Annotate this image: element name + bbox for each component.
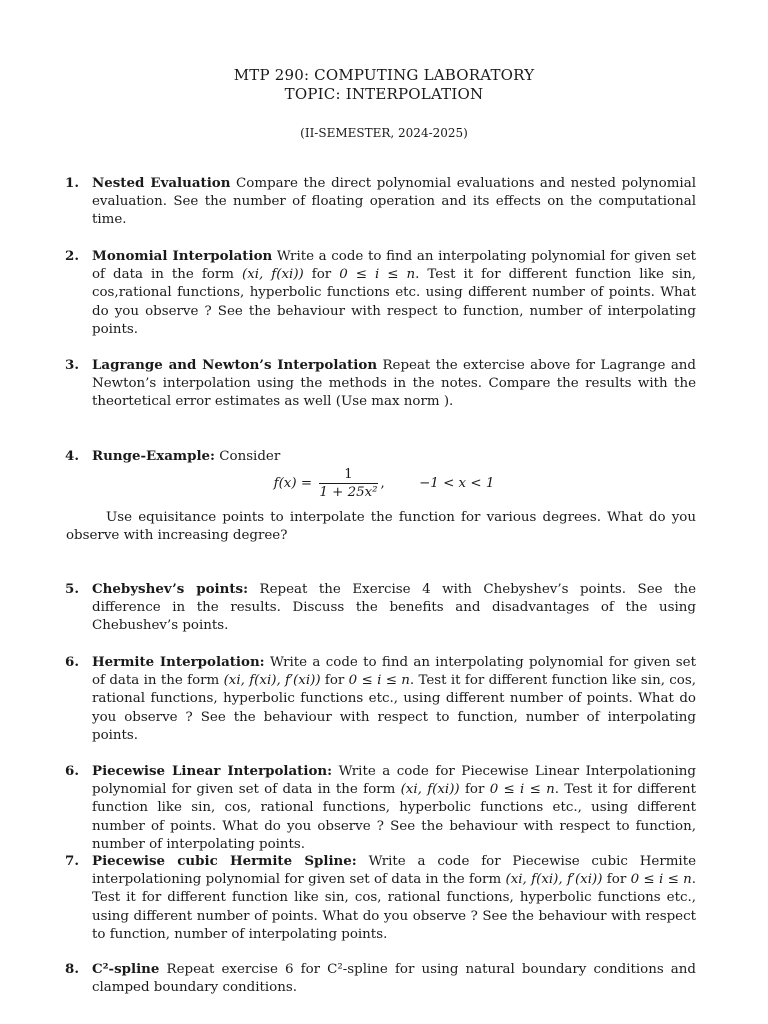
exercise-number: 7. xyxy=(65,853,79,869)
exercise-title: C²-spline xyxy=(92,961,160,977)
formula-denominator: 1 + 25x² xyxy=(319,485,378,500)
exercise-2 xyxy=(65,247,697,339)
exercise-body: Repeat exercise 6 for C²-spline for using natural boundary conditions and clamped boundary conditions. xyxy=(92,962,696,996)
math-expression: 0 ≤ i ≤ n xyxy=(630,872,692,888)
formula-range: −1 < x < 1 xyxy=(419,476,495,491)
course-title: MTP 290: COMPUTING LABORATORY xyxy=(233,66,535,84)
exercise-title: Monomial Interpolation xyxy=(92,248,273,264)
exercise-body: Write a code for Piecewise cubic Hermite interpolationing polynomial for given set of data in the form xyxy=(92,854,697,888)
exercise-6-piecewise-linear xyxy=(65,762,696,854)
exercise-number: 4. xyxy=(65,448,79,464)
exercise-title: Piecewise Linear Interpolation: xyxy=(92,763,333,779)
math-expression: 0 ≤ i ≤ n xyxy=(339,267,416,283)
exercise-title: Chebyshev’s points: xyxy=(92,581,249,597)
exercise-body: Write a code for Piecewise Linear Interpolationing polynomial for given set of data in the form xyxy=(92,764,696,798)
formula-lhs: f(x) = xyxy=(273,476,313,491)
exercise-number: 5. xyxy=(65,581,79,597)
exercise-4 xyxy=(65,447,696,466)
exercise-3 xyxy=(65,356,696,412)
exercise-number: 1. xyxy=(65,175,79,191)
exercise-title: Lagrange and Newton’s Interpolation xyxy=(92,357,378,373)
topic-title: TOPIC: INTERPOLATION xyxy=(284,85,484,103)
exercise-body: Repeat the extercise above for Lagrange and Newton’s interpolation using the methods in the notes. Compare the results with the theortetical error estimates as well (Use max norm ). xyxy=(92,358,696,410)
exercise-title: Nested Evaluation xyxy=(92,175,231,191)
exercise-body: . Test it for different function like sin, cos, rational functions, hyperbolic functions etc., using different number of points. What do you observe ? See the behaviour with respect to function, number of interpolating points. xyxy=(92,872,697,942)
formula-fraction xyxy=(319,466,377,501)
exercise-7 xyxy=(65,852,697,944)
math-expression: (xi, f(xi)) xyxy=(241,267,304,283)
exercise-number: 2. xyxy=(65,248,79,264)
exercise-body: for xyxy=(459,782,490,798)
math-expression: 0 ≤ i ≤ n xyxy=(489,782,555,798)
exercise-1 xyxy=(65,174,696,230)
exercise-body: . Test it for different function like sin, cos, rational functions, hyperbolic functions etc., using different number of points. What do you observe ? See the behaviour with respect to function, number of interpolating points. xyxy=(92,673,696,743)
formula-numerator: 1 xyxy=(319,466,377,484)
exercise-number: 6. xyxy=(65,763,79,779)
exercise-body: Write a code to find an interpolating polynomial for given set of data in the form xyxy=(92,655,696,689)
exercise-title: Runge-Example: xyxy=(92,448,215,464)
exercise-8 xyxy=(65,960,696,997)
exercise-body: for xyxy=(602,872,631,888)
exercise-body: for xyxy=(303,267,340,283)
exercise-5 xyxy=(65,580,696,636)
math-expression: 0 ≤ i ≤ n xyxy=(348,673,410,689)
exercise-6-hermite xyxy=(65,653,696,745)
exercise-body: Write a code to find an interpolating polynomial for given set of data in the form xyxy=(92,249,697,283)
exercise-body: . Test it for different function like sin, cos, rational functions, hyperbolic functions etc., using different number of points. What do you observe ? See the behaviour with respect to function, number of interpolating points. xyxy=(92,782,696,852)
exercise-body: Compare the direct polynomial evaluations and nested polynomial evaluation. See the number of floating operation and its effects on the computational time. xyxy=(92,176,696,228)
semester-label: (II-SEMESTER, 2024-2025) xyxy=(300,126,468,140)
runge-formula: f(x) = $\frac{1}{\text{1 + 25x²}}$ , −1 < x < 1 xyxy=(273,467,495,500)
exercise-body: Repeat the Exercise 4 with Chebyshev’s points. See the difference in the results. Discuss the benefits and disadvantages of the using Chebushev’s points. xyxy=(92,582,696,634)
math-expression: (xi, f(xi)) xyxy=(400,782,460,798)
math-expression: (xi, f(xi), f′(xi)) xyxy=(223,673,321,689)
exercise-body: Consider xyxy=(215,449,281,464)
exercise-number: 6. xyxy=(65,654,79,670)
math-expression: (xi, f(xi), f′(xi)) xyxy=(505,872,603,888)
exercise-body: . Test it for different function like sin, cos,rational functions, hyperbolic functions etc. using different number of points. What do you observe ? See the behaviour with respect to function, number of interpolating points. xyxy=(92,267,696,337)
exercise-title: Hermite Interpolation: xyxy=(92,654,265,670)
exercise-number: 3. xyxy=(65,357,79,373)
document-header xyxy=(0,66,768,104)
exercise-4-followup: Use equisitance points to interpolate the function for various degrees. What do you observe with increasing degree? xyxy=(66,510,696,544)
exercise-number: 8. xyxy=(65,961,79,977)
exercise-body: for xyxy=(320,673,349,689)
exercise-title: Piecewise cubic Hermite Spline: xyxy=(92,853,357,869)
